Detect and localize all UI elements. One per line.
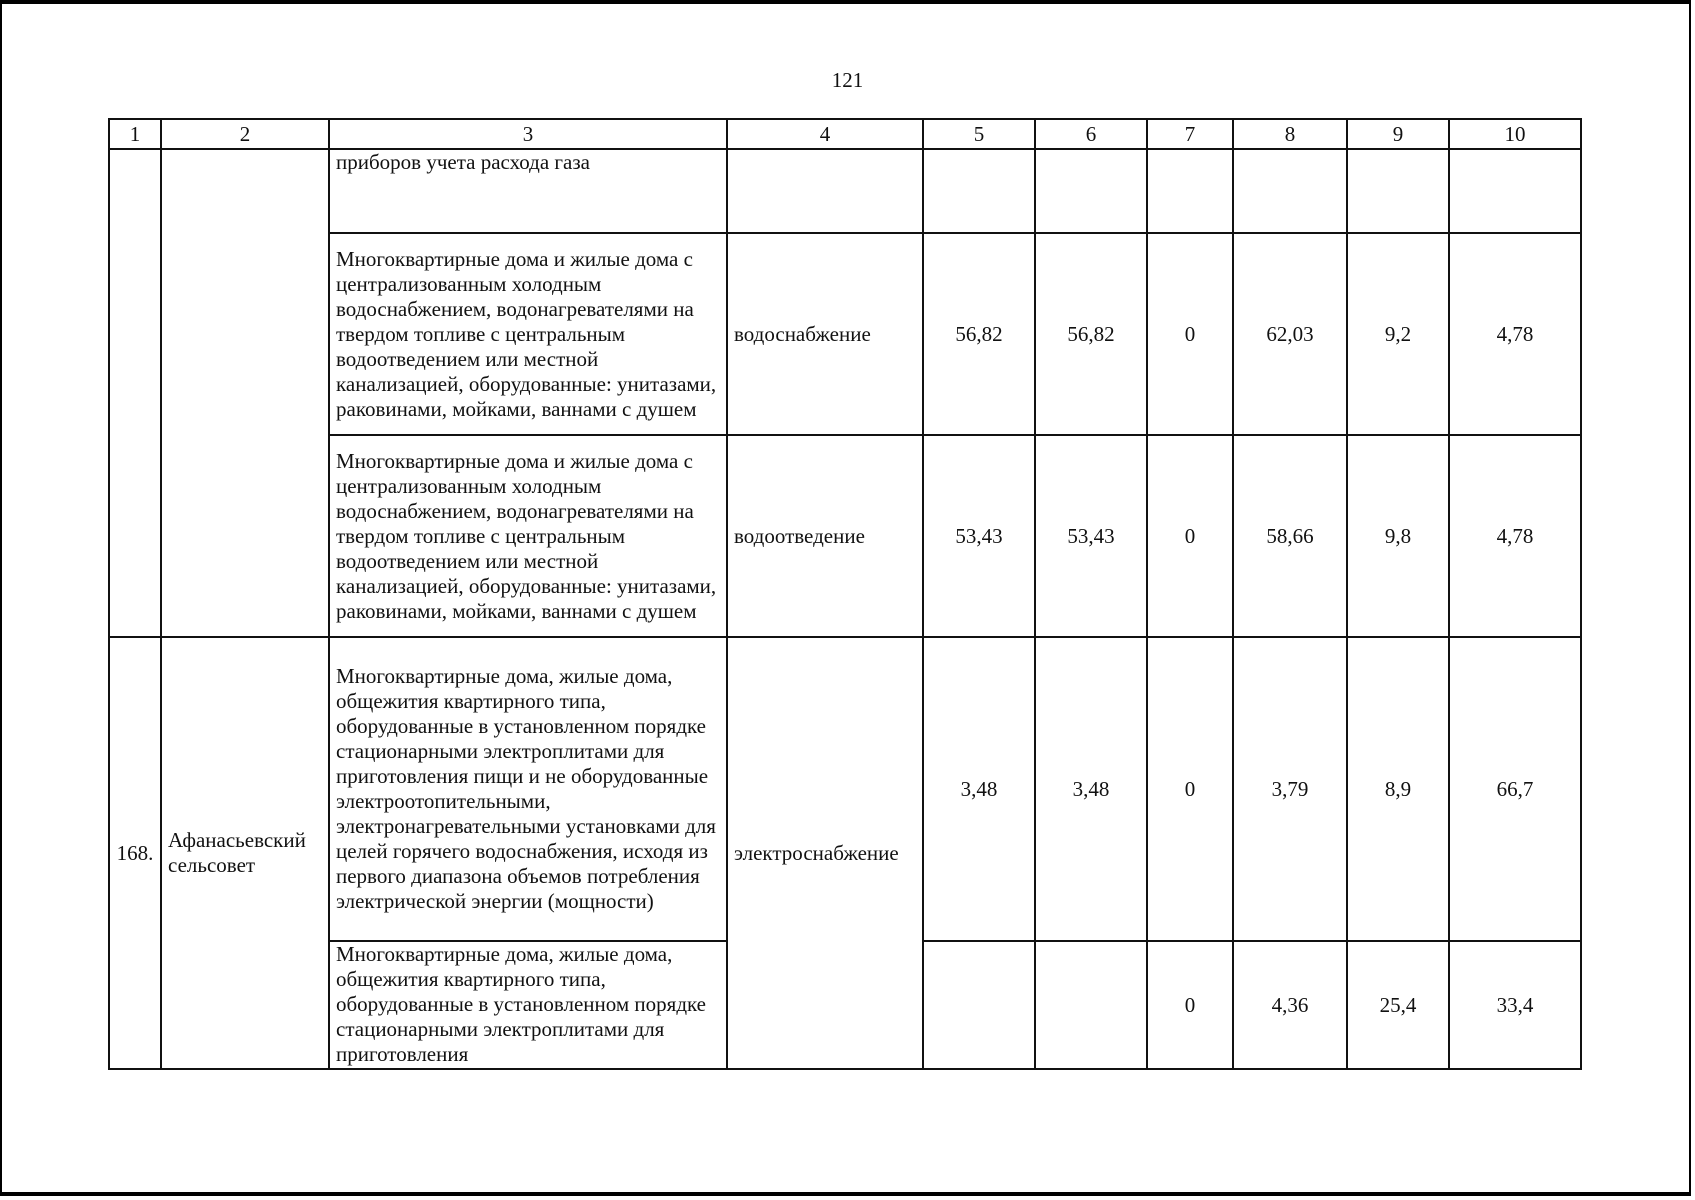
column-header: 4: [727, 119, 923, 149]
value-cell: 53,43: [923, 435, 1035, 637]
value-cell: 3,48: [923, 637, 1035, 941]
service-cell: водоснабжение: [727, 233, 923, 435]
table-row: [109, 435, 1581, 637]
value-cell: [1147, 149, 1233, 233]
table-row: [109, 233, 1581, 435]
value-cell: 53,43: [1035, 435, 1147, 637]
value-cell: [1035, 149, 1147, 233]
value-cell: 0: [1147, 637, 1233, 941]
value-cell: 33,4: [1449, 941, 1581, 1069]
header-row: [109, 119, 1581, 149]
value-cell: 56,82: [1035, 233, 1147, 435]
value-cell: 62,03: [1233, 233, 1347, 435]
category-cell: Многоквартирные дома, жилые дома, общежития квартирного типа, оборудованные в установленном порядке стационарными электроплитами для приготовления: [329, 941, 727, 1069]
value-cell: 9,2: [1347, 233, 1449, 435]
value-cell: 4,36: [1233, 941, 1347, 1069]
row-number-cell: 168.: [109, 637, 161, 1069]
tariff-table: [108, 118, 1582, 1070]
column-header: 3: [329, 119, 727, 149]
value-cell: 3,79: [1233, 637, 1347, 941]
value-cell: [923, 149, 1035, 233]
category-cell: приборов учета расхода газа: [329, 149, 727, 233]
value-cell: 4,78: [1449, 233, 1581, 435]
value-cell: [1233, 149, 1347, 233]
value-cell: 56,82: [923, 233, 1035, 435]
settlement-cell: [161, 149, 329, 637]
value-cell: 9,8: [1347, 435, 1449, 637]
column-header: 10: [1449, 119, 1581, 149]
value-cell: 66,7: [1449, 637, 1581, 941]
value-cell: 4,78: [1449, 435, 1581, 637]
column-header: 7: [1147, 119, 1233, 149]
column-header: 5: [923, 119, 1035, 149]
column-header: 6: [1035, 119, 1147, 149]
value-cell: [1449, 149, 1581, 233]
value-cell: 0: [1147, 435, 1233, 637]
category-cell: Многоквартирные дома и жилые дома с централизованным холодным водоснабжением, водонагревателями на твердом топливе с центральным водоотведением или местной канализацией, оборудованные: унитазами, раковинами, мойками, ваннами с душем: [329, 233, 727, 435]
category-cell: Многоквартирные дома и жилые дома с централизованным холодным водоснабжением, водонагревателями на твердом топливе с центральным водоотведением или местной канализацией, оборудованные: унитазами, раковинами, мойками, ваннами с душем: [329, 435, 727, 637]
service-cell: электроснабжение: [727, 637, 923, 1069]
value-cell: 3,48: [1035, 637, 1147, 941]
value-cell: 25,4: [1347, 941, 1449, 1069]
value-cell: 0: [1147, 233, 1233, 435]
settlement-cell: Афанасьевский сельсовет: [161, 637, 329, 1069]
value-cell: 0: [1147, 941, 1233, 1069]
category-cell: Многоквартирные дома, жилые дома, общежития квартирного типа, оборудованные в установленном порядке стационарными электроплитами для приготовления пищи и не оборудованные электроотопительными, электронагревательными установками для целей горячего водоснабжения, исходя из первого диапазона объемов потребления электрической энергии (мощности): [329, 637, 727, 941]
value-cell: 8,9: [1347, 637, 1449, 941]
value-cell: 58,66: [1233, 435, 1347, 637]
service-cell: [727, 149, 923, 233]
column-header: 9: [1347, 119, 1449, 149]
table-row: [109, 637, 1581, 941]
column-header: 1: [109, 119, 161, 149]
column-header: 2: [161, 119, 329, 149]
table-row: [109, 149, 1581, 233]
value-cell: [923, 941, 1035, 1069]
row-number-cell: [109, 149, 161, 637]
column-header: 8: [1233, 119, 1347, 149]
page-number: 121: [831, 68, 864, 92]
value-cell: [1035, 941, 1147, 1069]
value-cell: [1347, 149, 1449, 233]
service-cell: водоотведение: [727, 435, 923, 637]
